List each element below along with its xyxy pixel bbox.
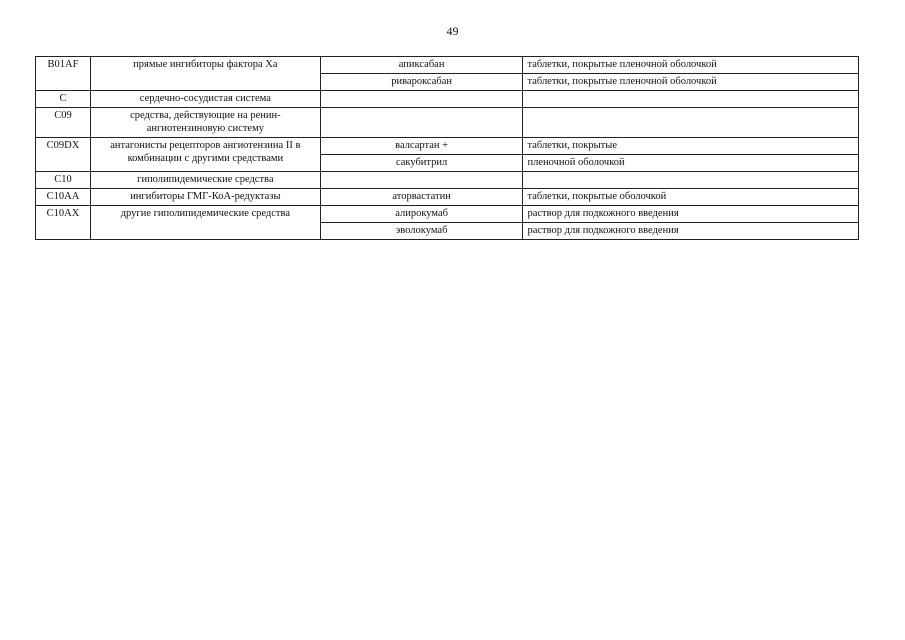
dosage-form	[523, 172, 859, 189]
group-name: другие гиполипидемические средства	[90, 206, 320, 240]
dosage-form: таблетки, покрытые пленочной оболочкой	[523, 74, 859, 91]
atc-code: C09DX	[36, 138, 91, 172]
group-name: средства, действующие на ренин-ангиотензиновую систему	[90, 108, 320, 138]
dosage-form: раствор для подкожного введения	[523, 223, 859, 240]
table-row	[36, 172, 859, 189]
drug-name: валсартан +	[320, 138, 523, 155]
table-row	[36, 206, 859, 223]
group-name: антагонисты рецепторов ангиотензина II в комбинации с другими средствами	[90, 138, 320, 172]
group-name: ингибиторы ГМГ-КоА-редуктазы	[90, 189, 320, 206]
group-name: гиполипидемические средства	[90, 172, 320, 189]
dosage-form: таблетки, покрытые пленочной оболочкой	[523, 57, 859, 74]
drug-name	[320, 108, 523, 138]
table-row	[36, 108, 859, 138]
drug-name: эволокумаб	[320, 223, 523, 240]
drug-name: аторвастатин	[320, 189, 523, 206]
table-row	[36, 91, 859, 108]
dosage-form: таблетки, покрытые	[523, 138, 859, 155]
drug-name: сакубитрил	[320, 155, 523, 172]
dosage-form: пленочной оболочкой	[523, 155, 859, 172]
dosage-form	[523, 108, 859, 138]
atc-code: C10AA	[36, 189, 91, 206]
atc-code: C10	[36, 172, 91, 189]
page-number: 49	[446, 24, 459, 38]
atc-code: C09	[36, 108, 91, 138]
atc-code: B01AF	[36, 57, 91, 91]
table-row	[36, 138, 859, 155]
drug-name: алирокумаб	[320, 206, 523, 223]
drug-name	[320, 91, 523, 108]
drug-table	[35, 56, 859, 240]
table-row	[36, 189, 859, 206]
drug-name: апиксабан	[320, 57, 523, 74]
drug-name	[320, 172, 523, 189]
group-name: сердечно-сосудистая система	[90, 91, 320, 108]
atc-code: C10AX	[36, 206, 91, 240]
dosage-form	[523, 91, 859, 108]
group-name: прямые ингибиторы фактора Ха	[90, 57, 320, 91]
table-row	[36, 57, 859, 74]
drug-name: ривароксабан	[320, 74, 523, 91]
dosage-form: раствор для подкожного введения	[523, 206, 859, 223]
atc-code: C	[36, 91, 91, 108]
dosage-form: таблетки, покрытые оболочкой	[523, 189, 859, 206]
